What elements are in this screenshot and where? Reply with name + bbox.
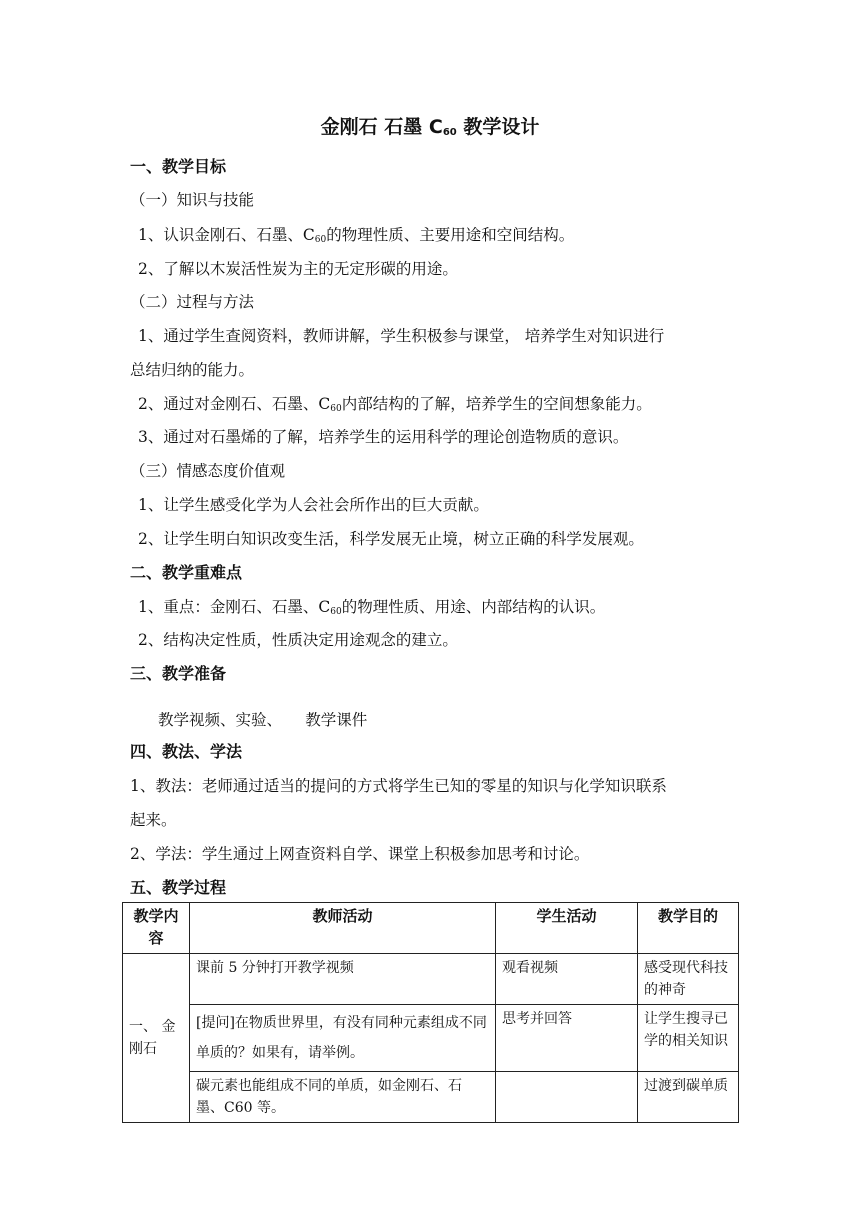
section-heading-methods: 四、教法、学法 bbox=[130, 742, 243, 761]
objective-knowledge-1: 1、认识金刚石、石墨、$C_{60}$的物理性质、主要用途和空间结构。 bbox=[138, 226, 575, 245]
student-activity bbox=[496, 1072, 638, 1123]
table-row bbox=[123, 1005, 739, 1072]
subheading-emotion: （三）情感态度价值观 bbox=[130, 462, 286, 480]
subheading-knowledge: （一）知识与技能 bbox=[130, 191, 255, 209]
objective-process-2: 2、通过对金刚石、石墨、$C_{60}$内部结构的了解，培养学生的空间想象能力。 bbox=[138, 395, 652, 414]
header-teacher: 教师活动 bbox=[190, 903, 496, 954]
teaching-purpose: 感受现代科技的神奇 bbox=[638, 954, 739, 1005]
teacher-activity: 碳元素也能组成不同的单质，如金刚石、石墨、C60 等。 bbox=[190, 1072, 496, 1123]
table-row bbox=[123, 954, 739, 1005]
section-heading-preparation: 三、教学准备 bbox=[130, 664, 227, 683]
table-header-row bbox=[123, 903, 739, 954]
header-purpose: 教学目的 bbox=[638, 903, 739, 954]
objective-emotion-2: 2、让学生明白知识改变生活，科学发展无止境，树立正确的科学发展观。 bbox=[138, 530, 644, 548]
objective-process-1-line1: 1、通过学生查阅资料，教师讲解，学生积极参与课堂， 培养学生对知识进行 bbox=[138, 327, 665, 345]
document-title bbox=[0, 114, 860, 140]
student-activity: 观看视频 bbox=[496, 954, 638, 1005]
objective-emotion-1: 1、让学生感受化学为人会社会所作出的巨大贡献。 bbox=[138, 496, 489, 514]
objective-process-3: 3、通过对石墨烯的了解，培养学生的运用科学的理论创造物质的意识。 bbox=[138, 428, 629, 446]
method-learning: 2、学法：学生通过上网查资料自学、课堂上积极参加思考和讨论。 bbox=[130, 845, 590, 863]
teaching-process-table bbox=[122, 902, 739, 1123]
key-point-1: 1、重点：金刚石、石墨、$C_{60}$的物理性质、用途、内部结构的认识。 bbox=[138, 598, 606, 617]
header-student: 学生活动 bbox=[496, 903, 638, 954]
section-heading-key-points: 二、教学重难点 bbox=[130, 563, 243, 582]
teacher-activity: 课前 5 分钟打开教学视频 bbox=[190, 954, 496, 1005]
teaching-purpose: 过渡到碳单质 bbox=[638, 1072, 739, 1123]
section-heading-process: 五、教学过程 bbox=[130, 878, 227, 897]
title-text: 金刚石 石墨 C bbox=[320, 116, 443, 138]
method-teaching-line2: 起来。 bbox=[130, 811, 177, 829]
teacher-activity: [提问]在物质世界里，有没有同种元素组成不同单质的？如果有，请举例。 bbox=[190, 1005, 496, 1072]
section-heading-objectives: 一、教学目标 bbox=[130, 157, 227, 176]
subheading-process: （二）过程与方法 bbox=[130, 293, 255, 311]
key-point-2: 2、结构决定性质，性质决定用途观念的建立。 bbox=[138, 631, 458, 649]
header-content: 教学内容 bbox=[123, 903, 190, 954]
preparation-text: 教学视频、实验、 教学课件 bbox=[158, 711, 368, 729]
title-text-end: 教学设计 bbox=[456, 116, 540, 138]
student-activity: 思考并回答 bbox=[496, 1005, 638, 1072]
objective-process-1-line2: 总结归纳的能力。 bbox=[130, 361, 255, 379]
row-label-diamond: 一、 金刚石 bbox=[123, 954, 190, 1123]
title-subscript: 60 bbox=[442, 127, 457, 138]
objective-knowledge-2: 2、了解以木炭活性炭为主的无定形碳的用途。 bbox=[138, 260, 458, 278]
teaching-purpose: 让学生搜寻已学的相关知识 bbox=[638, 1005, 739, 1072]
table-row bbox=[123, 1072, 739, 1123]
method-teaching-line1: 1、教法：老师通过适当的提问的方式将学生已知的零星的知识与化学知识联系 bbox=[130, 777, 667, 795]
